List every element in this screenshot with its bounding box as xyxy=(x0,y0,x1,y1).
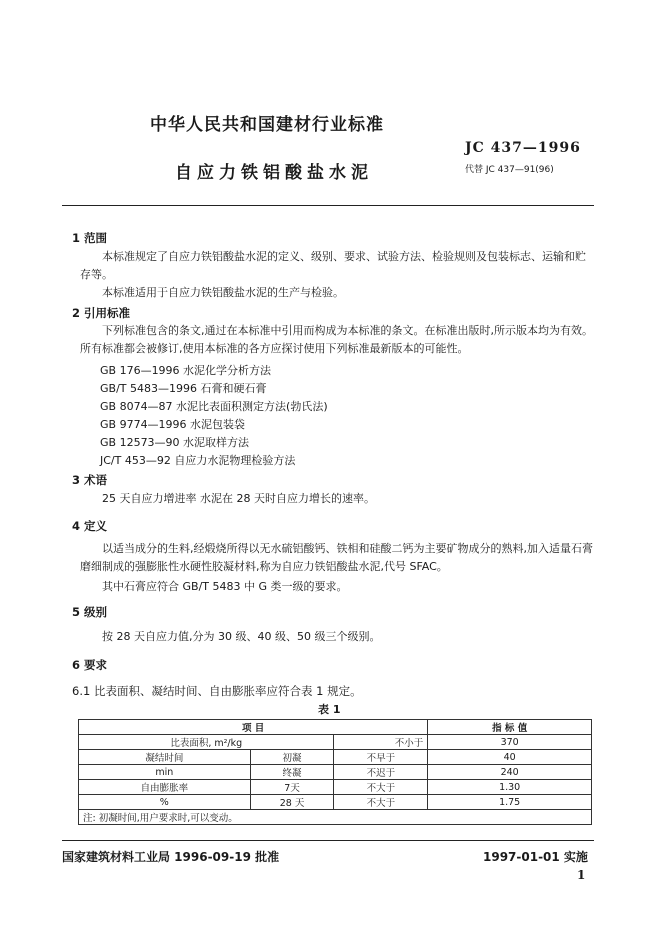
effective-date: 1997-01-01 实施 xyxy=(483,850,588,864)
initial-set-condition: 不早于 xyxy=(334,750,428,765)
table-note: 注: 初凝时间,用户要求时,可以变动。 xyxy=(79,810,592,825)
page-number: 1 xyxy=(577,868,586,882)
expansion-28d-condition: 不大于 xyxy=(334,795,428,810)
table-note-row xyxy=(79,810,592,825)
reference-item: GB 12573—90 水泥取样方法 xyxy=(100,436,250,449)
section-1-para-2: 本标准适用于自应力铁铝酸盐水泥的生产与检验。 xyxy=(102,286,344,299)
setting-time-unit: min xyxy=(79,765,251,780)
expansion-28d-value: 1.75 xyxy=(428,795,592,810)
final-set-condition: 不迟于 xyxy=(334,765,428,780)
expansion-7d-label: 7天 xyxy=(250,780,334,795)
surface-area-label: 比表面积, m²/kg xyxy=(79,735,334,750)
section-6-1: 6.1 比表面积、凝结时间、自由膨胀率应符合表 1 规定。 xyxy=(72,684,362,698)
reference-item: GB 8074—87 水泥比表面积测定方法(勃氏法) xyxy=(100,400,328,413)
section-1-para-1: 本标准规定了自应力铁铝酸盐水泥的定义、级别、要求、试验方法、检验规则及包装标志、运输和贮存等。 xyxy=(80,250,586,281)
table-row xyxy=(79,735,592,750)
initial-set-label: 初凝 xyxy=(250,750,334,765)
section-1-heading: 1 范围 xyxy=(72,231,108,245)
reference-item: GB/T 5483—1996 石膏和硬石膏 xyxy=(100,382,267,395)
standard-code: JC 437—1996 xyxy=(465,140,581,156)
document-title: 自应力铁铝酸盐水泥 xyxy=(175,163,373,183)
expansion-7d-value: 1.30 xyxy=(428,780,592,795)
footer-divider xyxy=(62,840,594,841)
standard-org: 中华人民共和国建材行业标准 xyxy=(150,115,384,135)
replaces-note: 代替 JC 437—91(96) xyxy=(465,165,554,175)
section-4-para-2: 其中石膏应符合 GB/T 5483 中 G 类一级的要求。 xyxy=(102,580,348,593)
section-5-para-1: 按 28 天自应力值,分为 30 级、40 级、50 级三个级别。 xyxy=(102,630,381,643)
table-row xyxy=(79,765,592,780)
final-set-label: 终凝 xyxy=(250,765,334,780)
section-4-heading: 4 定义 xyxy=(72,519,108,533)
section-6-heading: 6 要求 xyxy=(72,658,108,672)
expansion-unit: % xyxy=(79,795,251,810)
table-caption: 表 1 xyxy=(318,703,341,716)
initial-set-value: 40 xyxy=(428,750,592,765)
table-row xyxy=(79,780,592,795)
surface-area-condition: 不小于 xyxy=(334,735,428,750)
setting-time-label: 凝结时间 xyxy=(79,750,251,765)
section-5-heading: 5 级别 xyxy=(72,605,108,619)
expansion-label: 自由膨胀率 xyxy=(79,780,251,795)
section-2-heading: 2 引用标准 xyxy=(72,306,131,320)
table-row xyxy=(79,795,592,810)
table-head-value: 指 标 值 xyxy=(428,720,592,735)
surface-area-value: 370 xyxy=(428,735,592,750)
section-3-heading: 3 术语 xyxy=(72,473,108,487)
reference-item: GB 176—1996 水泥化学分析方法 xyxy=(100,364,272,377)
table-head-item: 项 目 xyxy=(79,720,428,735)
table-header-row xyxy=(79,720,592,735)
section-2-para-1: 下列标准包含的条文,通过在本标准中引用而构成为本标准的条文。在标准出版时,所示版本均为有效。所有标准都会被修订,使用本标准的各方应探讨使用下列标准最新版本的可能性。 xyxy=(80,324,593,355)
section-4-para-1: 以适当成分的生料,经煅烧所得以无水硫铝酸钙、铁相和硅酸二钙为主要矿物成分的熟料,加入适量石膏磨细制成的强膨胀性水硬性胶凝材料,称为自应力铁铝酸盐水泥,代号 SFAC。 xyxy=(80,542,593,573)
table-1 xyxy=(78,719,592,825)
section-3-para-1: 25 天自应力增进率 水泥在 28 天时自应力增长的速率。 xyxy=(102,492,375,505)
approval-note: 国家建筑材料工业局 1996-09-19 批准 xyxy=(62,850,280,864)
final-set-value: 240 xyxy=(428,765,592,780)
table-row xyxy=(79,750,592,765)
reference-item: GB 9774—1996 水泥包装袋 xyxy=(100,418,246,431)
expansion-7d-condition: 不大于 xyxy=(334,780,428,795)
header-divider xyxy=(62,205,594,206)
reference-item: JC/T 453—92 自应力水泥物理检验方法 xyxy=(100,454,296,467)
expansion-28d-label: 28 天 xyxy=(250,795,334,810)
